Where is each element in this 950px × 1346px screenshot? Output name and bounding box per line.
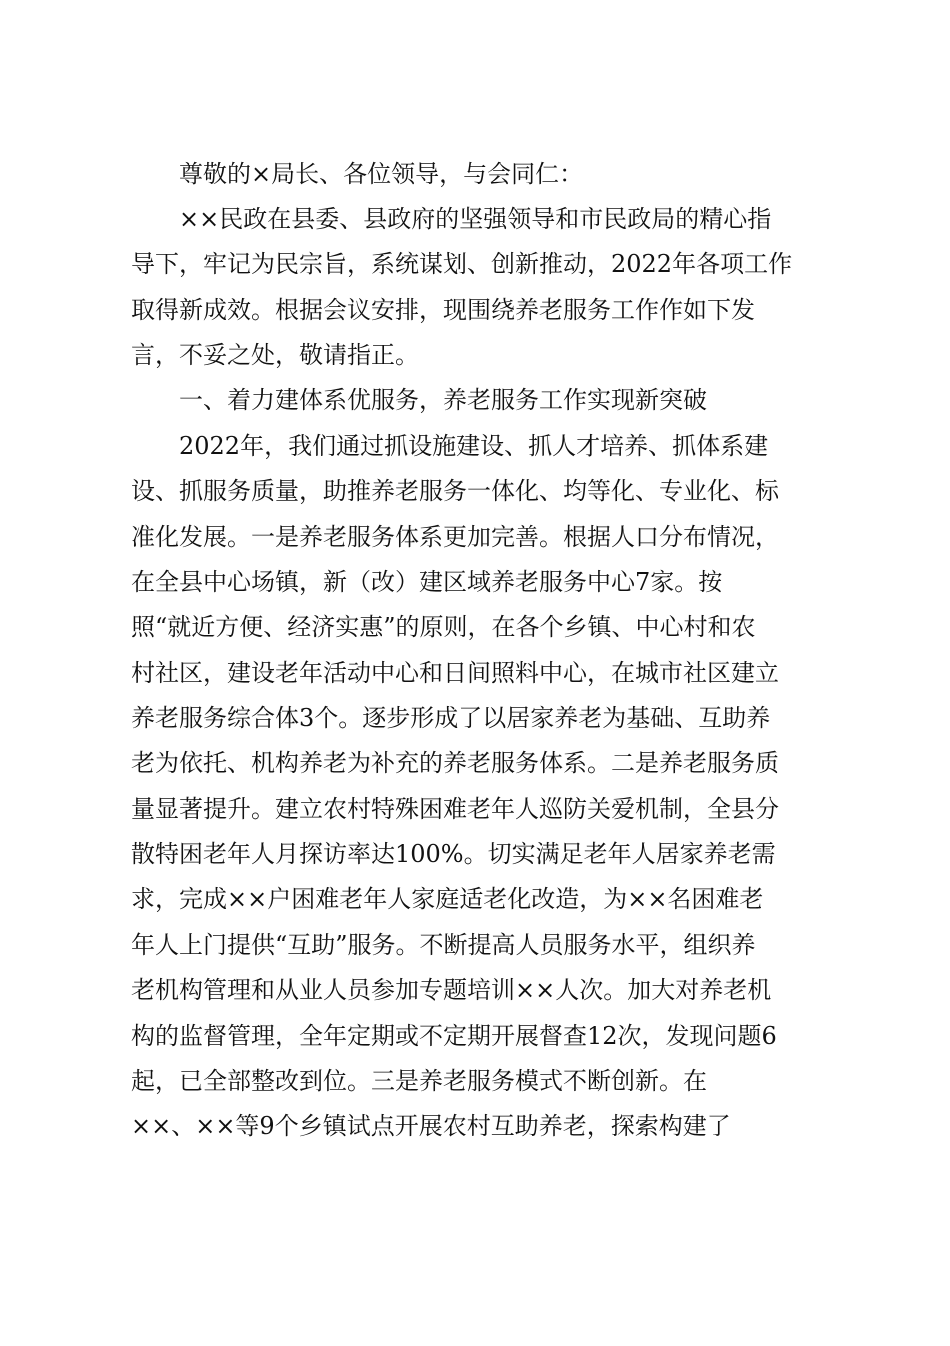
paragraph-line: 照“就近方便、经济实惠”的原则，在各个乡镇、中心村和农 <box>131 613 756 641</box>
paragraph-line: 年人上门提供“互助”服务。不断提高人员服务水平，组织养 <box>131 931 756 959</box>
section-heading: 一、着力建体系优服务，养老服务工作实现新突破 <box>179 386 707 414</box>
paragraph-line: 村社区，建设老年活动中心和日间照料中心，在城市社区建立 <box>131 659 779 687</box>
paragraph-line: 老机构管理和从业人员参加专题培训××人次。加大对养老机 <box>131 976 772 1004</box>
paragraph-line: 2022年，我们通过抓设施建设、抓人才培养、抓体系建 <box>179 432 769 460</box>
paragraph-line: ××、××等9个乡镇试点开展农村互助养老，探索构建了 <box>131 1112 731 1140</box>
paragraph-line: 养老服务综合体3个。逐步形成了以居家养老为基础、互助养 <box>131 704 771 732</box>
paragraph-line: 设、抓服务质量，助推养老服务一体化、均等化、专业化、标 <box>131 477 779 505</box>
paragraph-line: 言，不妥之处，敬请指正。 <box>131 341 419 369</box>
salutation-line: 尊敬的×局长、各位领导，与会同仁： <box>179 160 584 188</box>
paragraph-line: 准化发展。一是养老服务体系更加完善。根据人口分布情况， <box>131 523 779 551</box>
paragraph-line: 老为依托、机构养老为补充的养老服务体系。二是养老服务质 <box>131 749 779 777</box>
paragraph-line: 起，已全部整改到位。三是养老服务模式不断创新。在 <box>131 1067 707 1095</box>
paragraph-line: 求，完成××户困难老年人家庭适老化改造，为××名困难老 <box>131 885 764 913</box>
paragraph-line: ××民政在县委、县政府的坚强领导和市民政局的精心指 <box>179 205 772 233</box>
paragraph-line: 量显著提升。建立农村特殊困难老年人巡防关爱机制，全县分 <box>131 795 779 823</box>
paragraph-line: 散特困老年人月探访率达100%。切实满足老年人居家养老需 <box>131 840 776 868</box>
paragraph-line: 在全县中心场镇，新（改）建区域养老服务中心7家。按 <box>131 568 723 596</box>
paragraph-line: 构的监督管理，全年定期或不定期开展督查12次，发现问题6 <box>131 1022 777 1050</box>
paragraph-line: 取得新成效。根据会议安排，现围绕养老服务工作作如下发 <box>131 296 755 324</box>
paragraph-line: 导下，牢记为民宗旨，系统谋划、创新推动，2022年各项工作 <box>131 250 793 278</box>
